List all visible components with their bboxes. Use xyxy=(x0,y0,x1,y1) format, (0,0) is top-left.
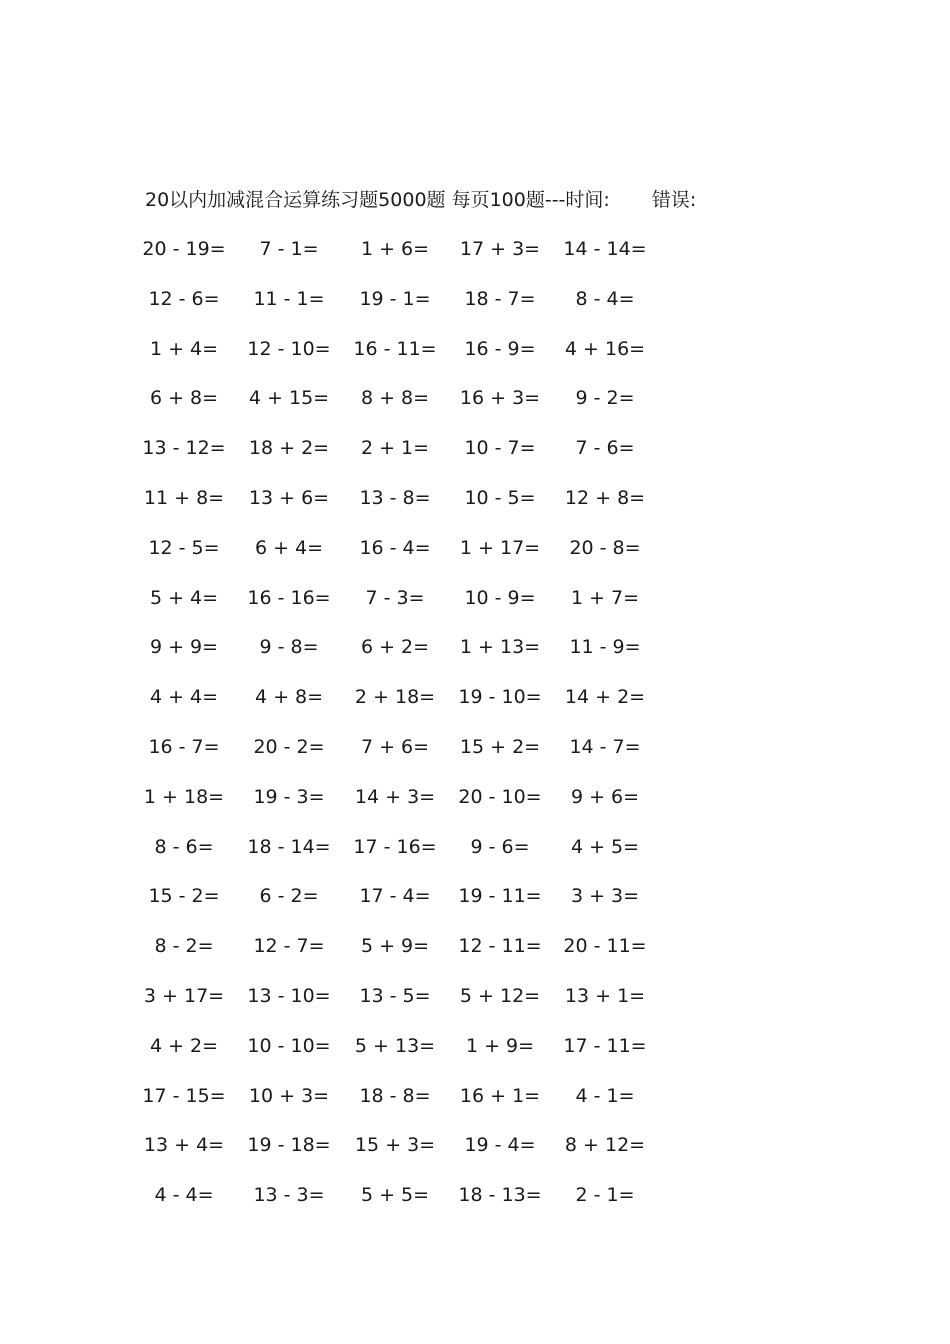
problem-item: 2 - 1= xyxy=(575,1184,635,1207)
problem-item: 9 - 2= xyxy=(575,387,635,410)
problem-item: 15 + 2= xyxy=(459,736,541,758)
problem-item: 1 + 6= xyxy=(360,238,430,260)
problem-item: 10 - 7= xyxy=(464,437,536,460)
problem-item: 19 - 11= xyxy=(458,885,542,908)
problem-item: 5 + 9= xyxy=(360,935,430,958)
problem-item: 16 + 3= xyxy=(459,387,541,410)
problem-item: 12 + 8= xyxy=(564,487,646,509)
problem-item: 4 - 1= xyxy=(575,1084,635,1107)
problem-item: 5 + 4= xyxy=(149,586,219,609)
problem-item: 15 + 3= xyxy=(354,1134,436,1157)
problem-item: 20 - 11= xyxy=(563,935,647,958)
worksheet-header xyxy=(145,185,696,215)
problem-item: 9 - 8= xyxy=(259,636,319,659)
problem-item: 4 + 16= xyxy=(564,337,646,360)
problem-item: 11 - 9= xyxy=(569,636,641,659)
problem-item: 6 - 2= xyxy=(259,885,319,908)
problem-item: 4 + 5= xyxy=(570,835,640,858)
problem-item: 2 + 1= xyxy=(360,437,430,460)
problem-item: 16 - 16= xyxy=(247,586,331,609)
problem-item: 18 - 13= xyxy=(458,1184,542,1207)
problem-item: 9 + 6= xyxy=(570,785,640,808)
problem-item: 7 - 3= xyxy=(365,586,425,609)
problem-item: 7 - 6= xyxy=(575,437,635,460)
problem-item: 16 - 9= xyxy=(464,337,536,360)
errors-label: 错误: xyxy=(651,189,697,211)
problem-item: 18 - 8= xyxy=(359,1084,431,1107)
problem-item: 16 - 4= xyxy=(359,536,431,559)
problem-item: 8 + 12= xyxy=(564,1134,646,1157)
problem-item: 12 - 6= xyxy=(148,287,220,310)
problem-item: 12 - 7= xyxy=(253,935,325,958)
problem-item: 13 - 3= xyxy=(253,1184,325,1207)
problem-item: 8 - 2= xyxy=(154,935,214,958)
problem-item: 13 - 10= xyxy=(247,985,331,1007)
problem-item: 7 - 1= xyxy=(259,238,319,260)
problem-item: 11 + 8= xyxy=(143,487,225,509)
problem-item: 10 - 10= xyxy=(247,1034,331,1057)
problem-item: 10 - 5= xyxy=(464,487,536,509)
problem-item: 1 + 7= xyxy=(570,586,640,609)
problem-item: 20 - 8= xyxy=(569,536,641,559)
problem-item: 1 + 9= xyxy=(465,1034,535,1057)
problem-item: 19 - 18= xyxy=(247,1134,331,1157)
problem-item: 20 - 19= xyxy=(142,238,226,260)
problem-item: 13 + 1= xyxy=(564,985,646,1007)
problem-item: 4 + 2= xyxy=(149,1034,219,1057)
problem-item: 17 + 3= xyxy=(459,238,541,260)
problem-item: 9 + 9= xyxy=(149,636,219,659)
problem-item: 6 + 2= xyxy=(360,636,430,659)
problem-item: 13 + 6= xyxy=(248,487,330,509)
problem-item: 5 + 13= xyxy=(354,1034,436,1057)
problem-item: 14 - 7= xyxy=(569,736,641,758)
problem-item: 3 + 17= xyxy=(143,985,225,1007)
problem-item: 1 + 17= xyxy=(459,536,541,559)
problem-item: 5 + 5= xyxy=(360,1184,430,1207)
problem-item: 10 + 3= xyxy=(248,1084,330,1107)
problem-item: 17 - 15= xyxy=(142,1084,226,1107)
problem-item: 1 + 13= xyxy=(459,636,541,659)
problem-item: 6 + 8= xyxy=(149,387,219,410)
problem-item: 16 - 11= xyxy=(353,337,437,360)
problem-item: 12 - 11= xyxy=(458,935,542,958)
problem-item: 18 + 2= xyxy=(248,437,330,460)
problem-item: 9 - 6= xyxy=(470,835,530,858)
problem-item: 13 + 4= xyxy=(143,1134,225,1157)
problem-item: 5 + 12= xyxy=(459,985,541,1007)
problem-item: 17 - 11= xyxy=(563,1034,647,1057)
problem-item: 14 - 14= xyxy=(563,238,647,260)
problem-item: 8 - 6= xyxy=(154,835,214,858)
worksheet-title: 20以内加减混合运算练习题5000题 每页100题---时间: xyxy=(145,189,610,211)
problem-item: 14 + 3= xyxy=(354,785,436,808)
problem-item: 4 + 15= xyxy=(248,387,330,410)
problem-item: 8 + 8= xyxy=(360,387,430,410)
problem-item: 17 - 16= xyxy=(353,835,437,858)
problem-item: 1 + 4= xyxy=(149,337,219,360)
problem-item: 4 + 8= xyxy=(254,686,324,709)
problem-item: 11 - 1= xyxy=(253,287,325,310)
problem-item: 16 - 7= xyxy=(148,736,220,758)
problem-item: 16 + 1= xyxy=(459,1084,541,1107)
problem-item: 19 - 3= xyxy=(253,785,325,808)
problem-item: 1 + 18= xyxy=(143,785,225,808)
problem-item: 13 - 5= xyxy=(359,985,431,1007)
problem-item: 2 + 18= xyxy=(354,686,436,709)
problem-item: 19 - 10= xyxy=(458,686,542,709)
problem-item: 18 - 14= xyxy=(247,835,331,858)
problem-item: 20 - 2= xyxy=(253,736,325,758)
problem-item: 6 + 4= xyxy=(254,536,324,559)
problem-item: 13 - 8= xyxy=(359,487,431,509)
problem-item: 19 - 1= xyxy=(359,287,431,310)
problem-item: 14 + 2= xyxy=(564,686,646,709)
problem-item: 3 + 3= xyxy=(570,885,640,908)
problem-item: 15 - 2= xyxy=(148,885,220,908)
problem-item: 10 - 9= xyxy=(464,586,536,609)
problem-item: 4 - 4= xyxy=(154,1184,214,1207)
problem-item: 19 - 4= xyxy=(464,1134,536,1157)
problem-item: 18 - 7= xyxy=(464,287,536,310)
problem-item: 12 - 10= xyxy=(247,337,331,360)
problem-item: 17 - 4= xyxy=(359,885,431,908)
problem-item: 13 - 12= xyxy=(142,437,226,460)
problem-item: 4 + 4= xyxy=(149,686,219,709)
problem-item: 12 - 5= xyxy=(148,536,220,559)
problem-item: 20 - 10= xyxy=(458,785,542,808)
problem-item: 8 - 4= xyxy=(575,287,635,310)
problem-item: 7 + 6= xyxy=(360,736,430,758)
